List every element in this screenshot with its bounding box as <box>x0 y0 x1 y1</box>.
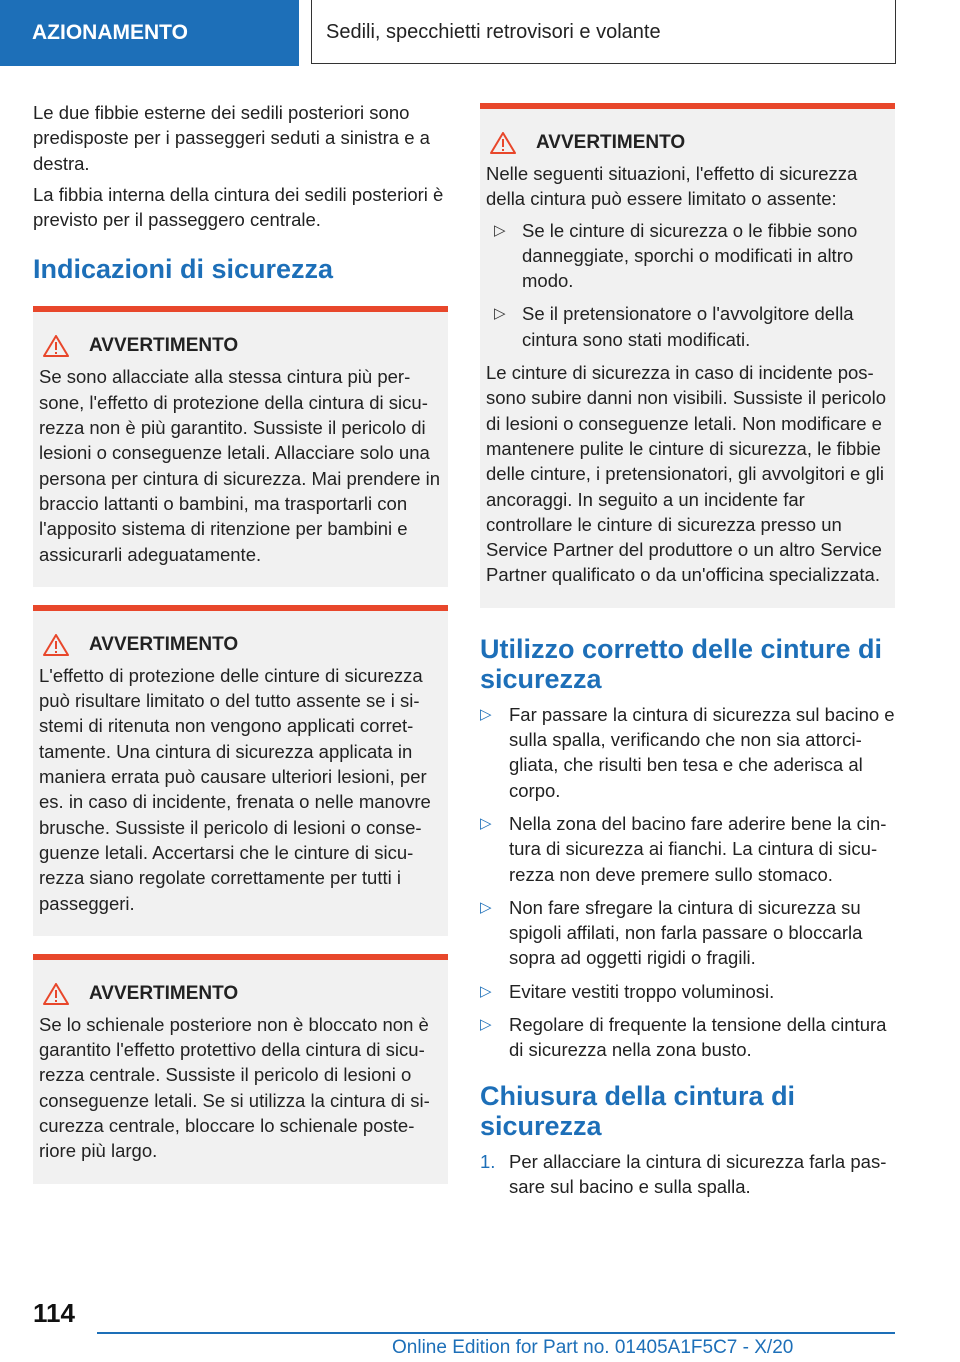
triangle-bullet-icon: ▷ <box>480 898 492 916</box>
warning-box <box>33 605 448 936</box>
warning-title-text: AVVERTIMENTO <box>89 335 239 357</box>
warning-box <box>33 306 448 586</box>
triangle-bullet-icon: ▷ <box>480 814 492 832</box>
warning-title-text: AVVERTIMENTO <box>89 633 239 655</box>
warning-text: Se lo schienale posteriore non è bloccato non è garantito l'effetto protettivo della cintura di sicurezza centrale. Sussiste il pericolo di lesioni o conseguenze letali. Se si utilizza la cintura di sicurezza centrale, bloccare lo schienale posteriore più largo. <box>39 1013 430 1162</box>
warning-title <box>39 334 442 358</box>
list-item: ▷ Far passare la cintura di sicurezza sul bacino e sulla spalla, verificando che non sia attorcigliata, che risulti ben tesa e che aderisca al corpo. <box>480 703 895 801</box>
edition-note: Online Edition for Part no. 01405A1F5C7 - X/20 <box>392 1337 794 1358</box>
warning-intro: Nelle seguenti situazioni, l'effetto di sicurezza della cintura può essere limitato o assente: <box>486 163 858 210</box>
section-heading: Utilizzo corretto delle cinture di sicurezza <box>480 633 883 694</box>
list-item: ▷ Se le cinture di sicurezza o le fibbie sono danneggiate, sporchi o modificati in altro modo. <box>494 219 858 292</box>
warning-text: L'effetto di protezione delle cinture di sicurezza può risultare limitato o del tutto assente se i sistemi di ritenuta non vengono applicati correttamente. Una cintura di sicurezza applicata in maniera errata può causare ulteriori lesioni, per es. in caso di incidente, frenata o nelle manovre brusche. Sussiste il pericolo di lesioni o conseguenze letali. Accertarsi che le cinture di sicurezza siano regolate correttamente per tutti i passeggeri. <box>39 664 431 914</box>
intro-paragraph: Le due fibbie esterne dei sedili posteriori sono predisposte per i passeggeri seduti a sinistra e a destra. <box>33 102 430 174</box>
warning-title <box>39 633 442 657</box>
triangle-bullet-icon: ▷ <box>494 221 506 239</box>
list-item: ▷ Nella zona del bacino fare aderire bene la cintura di sicurezza ai fianchi. La cintura di sicurezza non deve premere sullo stomaco. <box>480 812 887 885</box>
section-tab: AZIONAMENTO <box>0 0 299 66</box>
right-column <box>480 103 895 1205</box>
warning-title <box>39 982 442 1006</box>
footer-divider <box>97 1332 895 1334</box>
list-item: ▷ Regolare di frequente la tensione della cintura di sicurezza nella zona busto. <box>480 1014 887 1061</box>
triangle-bullet-icon: ▷ <box>480 1016 492 1034</box>
warning-title <box>486 131 889 155</box>
warning-box <box>480 103 895 608</box>
chapter-title: Sedili, specchietti retrovisori e volante <box>311 0 896 64</box>
page-number: 114 <box>33 1298 75 1328</box>
warning-box <box>33 954 448 1184</box>
step-number: 1. <box>480 1150 496 1172</box>
warning-text: Le cinture di sicurezza in caso di incidente possono subire danni non visibili. Sussiste il pericolo di lesioni o conseguenze letali. Non modificare e mantenere pulite le cinture di sicurezza, le fibbie delle cinture, i pretensionatori, gli avvolgitori e gli ancoraggi. In seguito a un incidente far controllare le cinture di sicurezza presso un Service Partner del produttore o un altro Service Partner qualificato o da un'officina specializzata. <box>486 362 887 586</box>
warning-triangle-icon <box>43 634 69 656</box>
page-header <box>0 0 960 66</box>
warning-triangle-icon <box>43 335 69 357</box>
warning-triangle-icon <box>490 132 516 154</box>
usage-list <box>480 702 895 1063</box>
list-item: 1. Per allacciare la cintura di sicurezza farla passare sul bacino e sulla spalla. <box>480 1150 887 1197</box>
triangle-bullet-icon: ▷ <box>494 305 506 323</box>
triangle-bullet-icon: ▷ <box>480 982 492 1000</box>
warning-text: Se sono allacciate alla stessa cintura più persone, l'effetto di protezione della cintura di sicurezza non è più garantito. Sussiste il pericolo di lesioni o conseguenze letali. Allacciare solo una persona per cintura di sicurezza. Mai prendere in braccio lattanti o bambini, ma trasportarli con l'apposito sistema di ritenzione per bambini e assicurarli adeguatamente. <box>39 366 441 565</box>
left-column <box>33 100 448 1184</box>
triangle-bullet-icon: ▷ <box>480 705 492 723</box>
warning-title-text: AVVERTIMENTO <box>89 982 239 1004</box>
list-item: ▷ Non fare sfregare la cintura di sicurezza su spigoli affilati, non farla passare o bloccarla sopra ad oggetti rigidi o fragili. <box>480 896 863 969</box>
list-item: ▷ Se il pretensionatore o l'avvolgitore della cintura sono stati modificati. <box>494 303 854 350</box>
section-heading: Chiusura della cintura di sicurezza <box>480 1080 796 1141</box>
warning-title-text: AVVERTIMENTO <box>536 132 686 153</box>
steps-list <box>480 1149 895 1200</box>
warning-list <box>486 218 889 352</box>
section-heading: Indicazioni di sicurezza <box>33 254 334 285</box>
list-item: ▷ Evitare vestiti troppo voluminosi. <box>480 979 895 1004</box>
warning-triangle-icon <box>43 983 69 1005</box>
intro-paragraph: La fibbia interna della cintura dei sedili posteriori è previsto per il passeggero centrale. <box>33 183 444 231</box>
